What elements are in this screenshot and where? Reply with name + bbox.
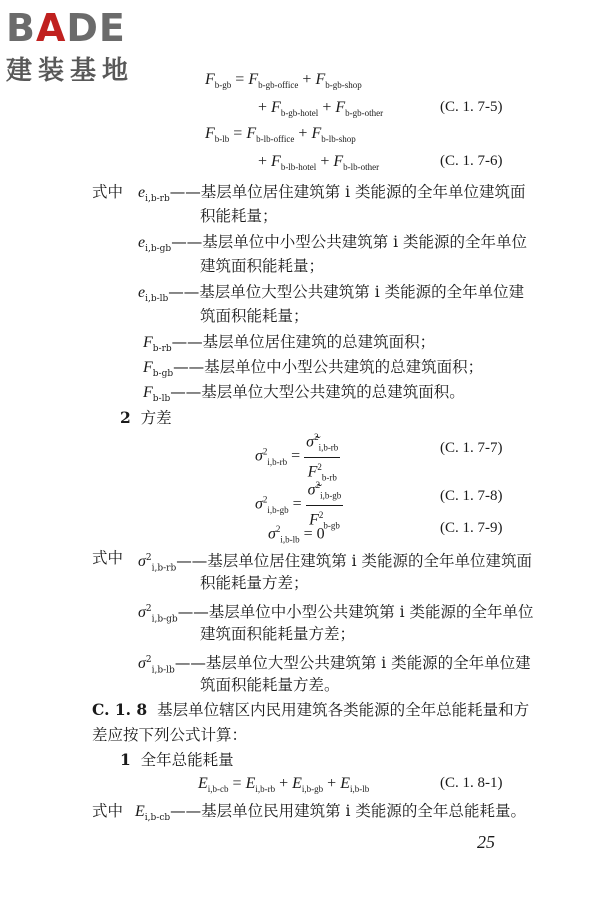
definition-continuation: 筑面积能耗量方差。 [200,676,340,694]
equation-tag: (C. 1. 7-5) [440,99,503,115]
equation-tag: (C. 1. 7-7) [440,440,503,456]
where-label: 式中 [92,802,124,820]
equation-tag: (C. 1. 7-8) [440,488,503,504]
definition-item: $\sigma^2_{i,b-rb}——$基层单位居住建筑第 i 类能源的全年单位建筑面 [138,552,533,574]
definition-continuation: 积能耗量方差； [200,574,309,592]
page-number: 25 [477,832,495,852]
logo [6,8,134,86]
definition-continuation: 筑面积能耗量； [200,307,309,325]
definition-continuation: 建筑面积能耗量； [200,257,325,275]
definition-item: $F_{b-rb}——$基层单位居住建筑的总建筑面积； [143,333,436,355]
definition-item: $e_{i,b-lb}——$基层单位大型公共建筑第 i 类能源的全年单位建 [138,283,525,305]
definition-item: $F_{b-lb}——$基层单位大型公共建筑的总建筑面积。 [143,383,465,405]
definition-item: $F_{b-gb}——$基层单位中小型公共建筑的总建筑面积； [143,358,484,380]
subsection-heading: 2 方差 [120,408,172,427]
equation-c-1-7-6-line1: $F_{b-lb} = F_{b-lb-office} + F_{b-lb-shop}$ [205,125,356,145]
equation-c-1-7-9: $\sigma^2_{i,b-lb} = 0$ [268,524,325,545]
logo-wordmark: BADE [6,6,126,50]
where-label: 式中 [92,549,124,567]
clause-continuation: 差应按下列公式计算： [92,726,248,744]
logo-chinese: 建装基地 [6,56,135,86]
equation-tag: (C. 1. 7-6) [440,153,503,169]
where-label: 式中 [92,183,124,201]
definition-item: $E_{i,b-cb}——$基层单位民用建筑第 i 类能源的全年总能耗量。 [135,802,526,824]
equation-tag: (C. 1. 7-9) [440,520,503,536]
equation-c-1-7-5-line1: $F_{b-gb} = F_{b-gb-office} + F_{b-gb-shop}$ [205,71,362,91]
equation-c-1-7-6-line2: + $F_{b-lb-hotel} + F_{b-lb-other}$ [258,153,380,173]
equation-c-1-7-7: $\sigma^2_{i,b-rb}$ = $\frac{\sigmã^2_{i,b-rb}}{F^2_{b-rb}}$ [255,428,340,486]
subsection-heading: 1 全年总能耗量 [120,750,234,769]
equation-tag: (C. 1. 8-1) [440,775,503,791]
definition-continuation: 积能耗量； [200,207,278,225]
definition-item: $e_{i,b-rb}——$基层单位居住建筑第 i 类能源的全年单位建筑面 [138,183,526,205]
definition-continuation: 建筑面积能耗量方差； [200,625,356,643]
clause-c-1-8: C. 1. 8 基层单位辖区内民用建筑各类能源的全年总能耗量和方 [92,700,530,719]
equation-c-1-7-5-line2: + $F_{b-gb-hotel} + F_{b-gb-other}$ [258,99,384,119]
equation-c-1-8-1: $E_{i,b-cb} = E_{i,b-rb} + E_{i,b-gb} + E_{i,b-lb}$ [198,775,370,795]
definition-item: $\sigma^2_{i,b-gb}——$基层单位中小型公共建筑第 i 类能源的全年单位 [138,603,534,625]
equation-c-1-7-8: $\sigma^2_{i,b-gb}$ = $\frac{\sigmã^2_{i,b-gb}}{F^2_{b-gb}}$ [255,476,343,534]
definition-item: $e_{i,b-gb}——$基层单位中小型公共建筑第 i 类能源的全年单位 [138,233,528,255]
definition-item: $\sigma^2_{i,b-lb}——$基层单位大型公共建筑第 i 类能源的全年单位建 [138,654,531,676]
